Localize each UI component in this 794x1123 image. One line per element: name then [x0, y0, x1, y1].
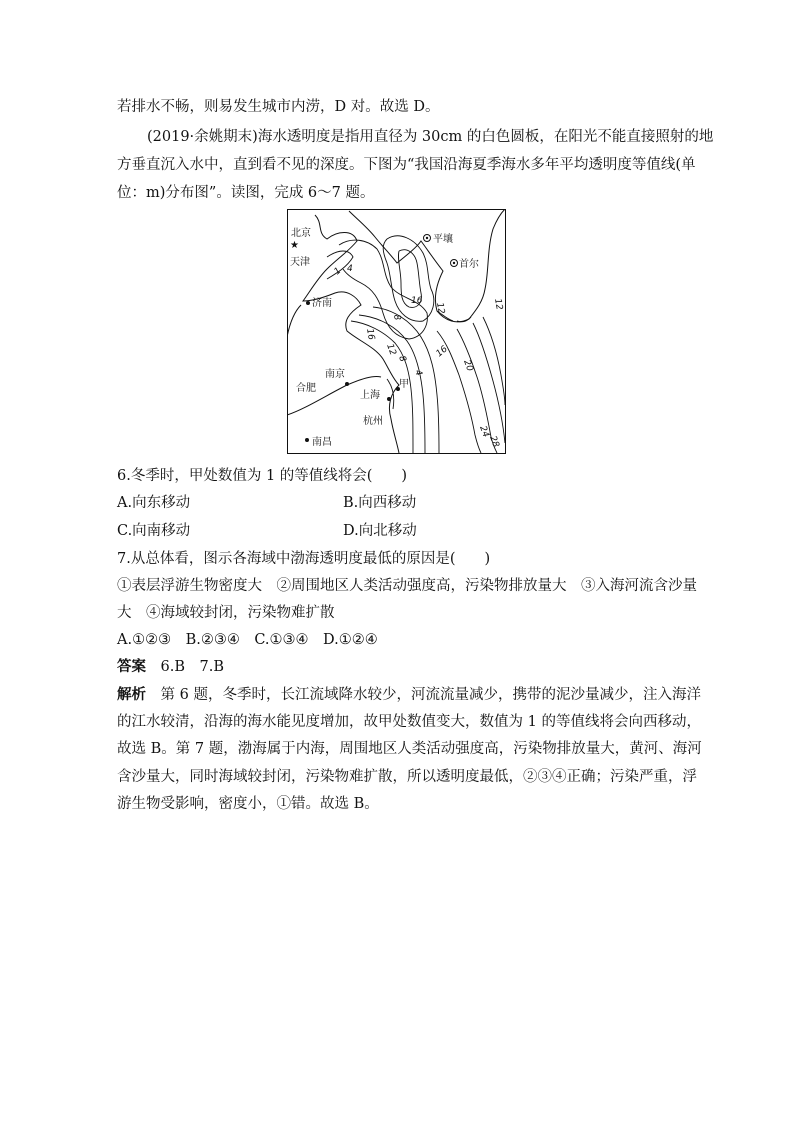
contour-value-label: 4: [412, 368, 424, 378]
analysis-text-1: 第 6 题，冬季时，长江流域降水较少，河流流量减少，携带的泥沙量减少，注入海洋: [160, 687, 701, 703]
analysis-line-3: 故选 B。第 7 题，渤海属于内海，周围地区人类活动强度高，污染物排放量大，黄河、海河: [117, 741, 702, 757]
transparency-contour-map: [287, 209, 506, 454]
city-label-hangzhou: 杭州: [363, 416, 383, 427]
contour-value-label: 1: [332, 265, 344, 278]
analysis-label: 解析: [117, 686, 146, 703]
city-label-nanchang: 南昌: [312, 437, 332, 448]
question-6-option-c[interactable]: C.向南移动: [117, 523, 191, 539]
contour-value-label: 8: [396, 354, 408, 364]
question-6-option-d[interactable]: D.向北移动: [343, 523, 417, 539]
question-stem-line-2: 方垂直沉入水中，直到看不见的深度。下图为“我国沿海夏季海水多年平均透明度等值线(单: [117, 157, 696, 173]
city-dot: [305, 438, 309, 442]
city-label-beijing: 北京: [291, 228, 311, 239]
analysis-line-1: [117, 685, 701, 705]
question-7-statements-line-1: ①表层浮游生物密度大 ②周围地区人类活动强度高，污染物排放量大 ③入海河流含沙量: [117, 578, 697, 594]
contour-value-label: 4: [347, 264, 353, 274]
contour-value-label: 12: [434, 301, 446, 315]
question-6-option-a[interactable]: A.向东移动: [117, 495, 191, 511]
contour-value-label: 16: [434, 344, 450, 360]
question-7-options[interactable]: A.①②③ B.②③④ C.①③④ D.①②④: [117, 632, 378, 648]
city-label-hefei: 合肥: [296, 383, 316, 394]
answer-line: [117, 657, 224, 677]
question-6-stem: 6.冬季时，甲处数值为 1 的等值线将会( ): [117, 468, 408, 484]
answer-value: 6.B 7.B: [160, 659, 224, 675]
city-dot: [387, 397, 391, 401]
beijing-star-icon: ★: [290, 240, 299, 251]
question-stem-line-1: (2019·余姚期末)海水透明度是指用直径为 30cm 的白色圆板，在阳光不能直接照射的地: [147, 129, 714, 145]
contour-value-label: 24: [477, 424, 491, 439]
contour-line: [483, 317, 505, 405]
city-dot: [345, 382, 349, 386]
question-7-stem: 7.从总体看，图示各海域中渤海透明度最低的原因是( ): [117, 551, 491, 567]
contour-value-label: 16: [411, 296, 423, 306]
question-stem-line-3: 位：m)分布图”。读图，完成 6～7 题。: [117, 185, 375, 201]
city-dot: [306, 301, 310, 305]
answer-label: 答案: [117, 658, 146, 675]
city-label-tianjin: 天津: [290, 257, 310, 268]
contour-value-label: 8: [391, 313, 402, 322]
analysis-line-5: 游生物受影响，密度小，①错。故选 B。: [117, 796, 379, 812]
analysis-line-2: 的江水较清，沿海的海水能见度增加，故甲处数值变大，数值为 1 的等值线将会向西移动，: [117, 714, 701, 730]
question-7-statements-line-2: 大 ④海域较封闭，污染物难扩散: [117, 605, 335, 621]
analysis-line-4: 含沙量大，同时海域较封闭，污染物难扩散，所以透明度最低，②③④正确；污染严重，浮: [117, 769, 697, 785]
point-label-jia: 甲: [399, 379, 409, 390]
contour-value-label: 16: [364, 327, 376, 341]
city-label-jinan: 济南: [312, 298, 332, 309]
city-label-pyongyang: 平壤: [433, 234, 453, 245]
contour-value-label: 20: [461, 358, 475, 373]
coastline-inner-bay: [287, 305, 301, 337]
city-label-seoul: 首尔: [459, 259, 479, 270]
contour-value-label: 12: [384, 342, 398, 357]
contour-value-label: 12: [492, 297, 504, 311]
city-label-shanghai: 上海: [360, 390, 380, 401]
previous-answer-tail: 若排水不畅，则易发生城市内涝，D 对。故选 D。: [117, 99, 440, 115]
question-6-option-b[interactable]: B.向西移动: [343, 495, 417, 511]
contour-value-label: 28: [487, 434, 501, 449]
city-label-nanjing: 南京: [325, 369, 345, 380]
